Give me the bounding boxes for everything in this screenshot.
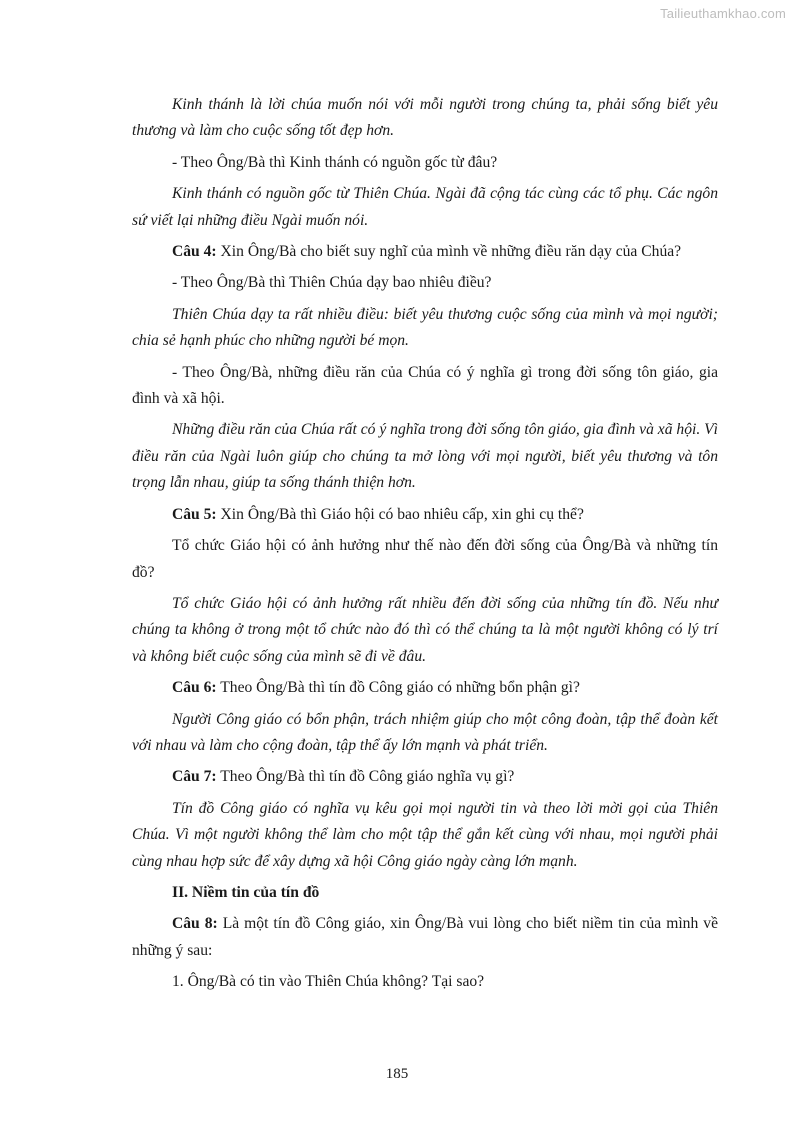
question-7 <box>132 764 718 790</box>
answer-paragraph: Tín đồ Công giáo có nghĩa vụ kêu gọi mọi người tin và theo lời mời gọi của Thiên Chúa. Vì một người không thể làm cho một tập thể gắn kết cùng với nhau, mọi người phải cùng nhau hợp sức để xây dựng xã hội Công giáo ngày càng lớn mạnh. <box>132 799 718 870</box>
question-label: Câu 6: <box>172 679 217 697</box>
answer-paragraph: Người Công giáo có bổn phận, trách nhiệm giúp cho một công đoàn, tập thể đoàn kết với nhau và làm cho cộng đoàn, tập thể ấy lớn mạnh và phát triển. <box>132 710 718 754</box>
question-label: Câu 7: <box>172 768 217 786</box>
answer-paragraph: Thiên Chúa dạy ta rất nhiều điều: biết yêu thương cuộc sống của mình và mọi người; chia sẻ hạnh phúc cho những người bé mọn. <box>132 305 718 350</box>
answer-paragraph: Những điều răn của Chúa rất có ý nghĩa trong đời sống tôn giáo, gia đình và xã hội. Vì điều răn của Ngài luôn giúp cho chúng ta mở lòng với mọi người, biết yêu thương và tôn trọng lẫn nhau, giúp ta sống thánh thiện hơn. <box>132 421 718 492</box>
question-text: Xin Ông/Bà thì Giáo hội có bao nhiêu cấp, xin ghi cụ thể? <box>216 505 584 523</box>
question-text: Là một tín đồ Công giáo, xin Ông/Bà vui lòng cho biết niềm tin của mình về những ý sau: <box>132 915 718 959</box>
watermark-text: Tailieuthamkhao.com <box>660 6 786 21</box>
document-body <box>132 92 718 1001</box>
question-text: Theo Ông/Bà thì tín đồ Công giáo có những bổn phận gì? <box>216 679 580 697</box>
question-6 <box>132 675 718 701</box>
question-label: Câu 5: <box>172 505 217 523</box>
answer-paragraph: Kinh thánh có nguồn gốc từ Thiên Chúa. Ngài đã cộng tác cùng các tổ phụ. Các ngôn sứ viết lại những điều Ngài muốn nói. <box>132 185 718 229</box>
question-paragraph: - Theo Ông/Bà thì Kinh thánh có nguồn gốc từ đâu? <box>172 153 498 171</box>
question-label: Câu 4: <box>172 243 217 261</box>
page-number: 185 <box>385 1066 409 1082</box>
question-paragraph: - Theo Ông/Bà, những điều răn của Chúa có ý nghĩa gì trong đời sống tôn giáo, gia đình và xã hội. <box>132 363 718 408</box>
question-text: Theo Ông/Bà thì tín đồ Công giáo nghĩa vụ gì? <box>216 768 515 786</box>
section-heading: II. Niềm tin của tín đồ <box>172 883 320 901</box>
question-5 <box>132 502 718 528</box>
question-paragraph: Tổ chức Giáo hội có ảnh hưởng như thế nào đến đời sống của Ông/Bà và những tín đồ? <box>132 537 718 581</box>
answer-paragraph: Kinh thánh là lời chúa muốn nói với mỗi người trong chúng ta, phải sống biết yêu thương và làm cho cuộc sống tốt đẹp hơn. <box>132 96 718 140</box>
question-text: Xin Ông/Bà cho biết suy nghĩ của mình về những điều răn dạy của Chúa? <box>216 243 682 261</box>
question-paragraph: - Theo Ông/Bà thì Thiên Chúa dạy bao nhiêu điều? <box>172 274 492 292</box>
question-4 <box>132 239 718 265</box>
question-8 <box>132 911 718 964</box>
question-paragraph: 1. Ông/Bà có tin vào Thiên Chúa không? Tại sao? <box>172 973 485 991</box>
answer-paragraph: Tổ chức Giáo hội có ảnh hưởng rất nhiều đến đời sống của những tín đồ. Nếu như chúng ta không ở trong một tổ chức nào đó thì có thể chúng ta là một người không có lý trí và không biết cuộc sống của mình sẽ đi về đâu. <box>132 594 718 665</box>
question-label: Câu 8: <box>172 915 218 933</box>
